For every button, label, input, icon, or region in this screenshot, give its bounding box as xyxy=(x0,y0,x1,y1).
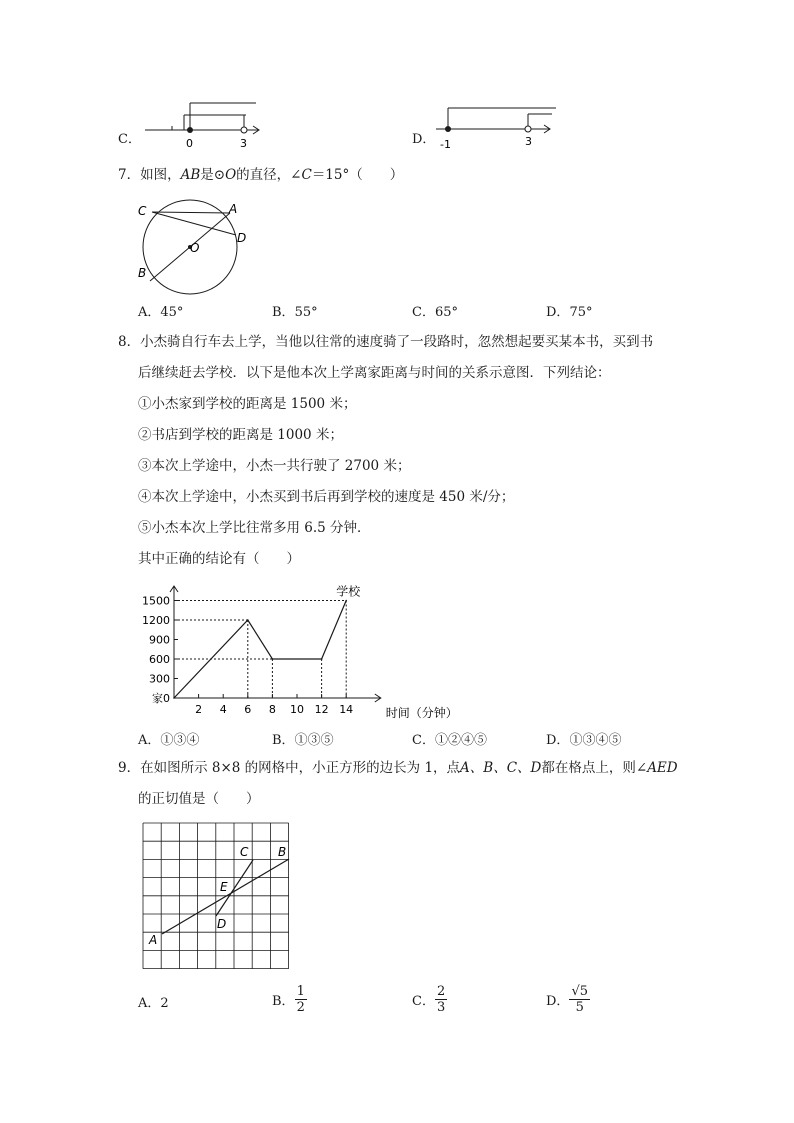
x-tick-label: 10 xyxy=(290,703,304,716)
y-tick-label: 1500 xyxy=(142,594,170,608)
q8-prompt: 其中正确的结论有（ ） xyxy=(138,551,300,567)
q6c-solid-dot xyxy=(187,127,193,133)
x-axis-label: 时间（分钟） xyxy=(385,706,458,720)
label-a: A xyxy=(149,933,158,947)
q7-option-a[interactable]: A．45° xyxy=(138,305,184,320)
q6-option-c-label: C． xyxy=(118,132,141,147)
data-point xyxy=(345,600,347,602)
q6c-open-dot xyxy=(241,127,247,133)
q9-option-b[interactable]: B． $\frac{1}{2}$ xyxy=(272,984,305,1015)
data-point xyxy=(321,658,323,660)
q6d-solid-dot xyxy=(445,126,451,132)
origin-label: 家0 xyxy=(152,692,170,705)
q6-option-d-label: D． xyxy=(412,132,436,147)
chord-ca xyxy=(152,212,230,213)
q7-circle-figure xyxy=(130,195,260,310)
annotation-school: 学校 xyxy=(336,584,361,599)
q6c-tick-3: 3 xyxy=(240,137,247,150)
q6-option-d-numberline xyxy=(432,100,562,155)
q9-line-1: 9．在如图所示 8×8 的网格中，小正方形的边长为 1，点A、B、C、D都在格点上，则∠AED xyxy=(118,760,678,776)
y-tick-label: 900 xyxy=(149,633,170,647)
label-o: O xyxy=(190,241,200,255)
label-e: E xyxy=(220,880,228,894)
q9-number: 9． xyxy=(118,760,141,776)
q8-statement-3: ③本次上学途中，小杰一共行驶了 2700 米； xyxy=(138,458,411,474)
x-tick-label: 2 xyxy=(195,703,203,716)
label-d: D xyxy=(237,231,247,245)
q9-option-c[interactable]: C． $\frac{2}{3}$ xyxy=(412,984,446,1015)
chart-tick-labels xyxy=(142,584,458,721)
grid-lines xyxy=(143,823,289,969)
q8-option-b[interactable]: B．①③⑤ xyxy=(272,733,334,748)
q9-grid-figure xyxy=(138,820,298,975)
q7-option-b[interactable]: B．55° xyxy=(272,305,318,320)
q9-line-2: 的正切值是（ ） xyxy=(138,791,260,807)
q8-line-2: 后继续赶去学校．以下是他本次上学离家距离与时间的关系示意图．下列结论： xyxy=(138,365,611,381)
q8-line-1: 8．小杰骑自行车去上学，当他以往常的速度骑了一段路时，忽然想起要买某本书，买到书 xyxy=(118,334,654,350)
data-point xyxy=(173,697,175,699)
q8-option-c[interactable]: C．①②④⑤ xyxy=(412,733,487,748)
x-tick-label: 12 xyxy=(314,703,329,716)
chart-axes xyxy=(170,586,381,702)
q7-option-c[interactable]: C．65° xyxy=(412,305,458,320)
distance-series-line xyxy=(174,601,346,699)
label-b: B xyxy=(278,845,287,859)
q6-option-c-numberline xyxy=(138,95,268,150)
q9-option-a[interactable]: A．2 xyxy=(138,996,169,1011)
y-tick-label: 600 xyxy=(149,653,170,666)
q8-number: 8． xyxy=(118,334,141,350)
q6d-open-dot xyxy=(525,126,531,132)
x-tick-label: 6 xyxy=(244,703,252,716)
q8-statement-1: ①小杰家到学校的距离是 1500 米； xyxy=(138,396,357,412)
x-tick-label: 8 xyxy=(268,703,276,716)
chart-guides xyxy=(174,601,346,699)
x-tick-label: 4 xyxy=(219,703,227,716)
label-c: C xyxy=(138,204,147,218)
q8-option-d[interactable]: D．①③④⑤ xyxy=(546,733,622,748)
x-tick-label: 14 xyxy=(339,703,354,716)
label-c: C xyxy=(240,845,249,859)
data-point xyxy=(272,658,274,660)
label-d: D xyxy=(217,917,227,931)
q8-statement-2: ②书店到学校的距离是 1000 米； xyxy=(138,427,343,443)
q8-distance-time-chart xyxy=(120,578,458,723)
q6d-tick-neg1: -1 xyxy=(440,138,451,151)
q8-option-a[interactable]: A．①③④ xyxy=(138,733,200,748)
q8-statement-5: ⑤小杰本次上学比往常多用 6.5 分钟． xyxy=(138,520,371,536)
y-tick-label: 1200 xyxy=(142,614,170,627)
q8-statement-4: ④本次上学途中，小杰买到书后再到学校的速度是 450 米/分； xyxy=(138,489,515,505)
q7-number: 7． xyxy=(118,167,141,183)
q6d-tick-3: 3 xyxy=(525,135,532,148)
q6c-tick-0: 0 xyxy=(186,137,193,150)
y-tick-label: 300 xyxy=(149,672,170,686)
chart-series xyxy=(173,600,347,699)
q7-stem: 7．如图，AB是⊙O的直径，∠C＝15°（ ） xyxy=(118,167,404,183)
chord-cd xyxy=(152,212,236,235)
q9-option-d[interactable]: D． $\frac{√5}{5}$ xyxy=(546,984,588,1015)
label-a: A xyxy=(229,202,238,216)
q7-option-d[interactable]: D．75° xyxy=(546,305,593,320)
label-b: B xyxy=(138,266,147,280)
data-point xyxy=(247,619,249,621)
